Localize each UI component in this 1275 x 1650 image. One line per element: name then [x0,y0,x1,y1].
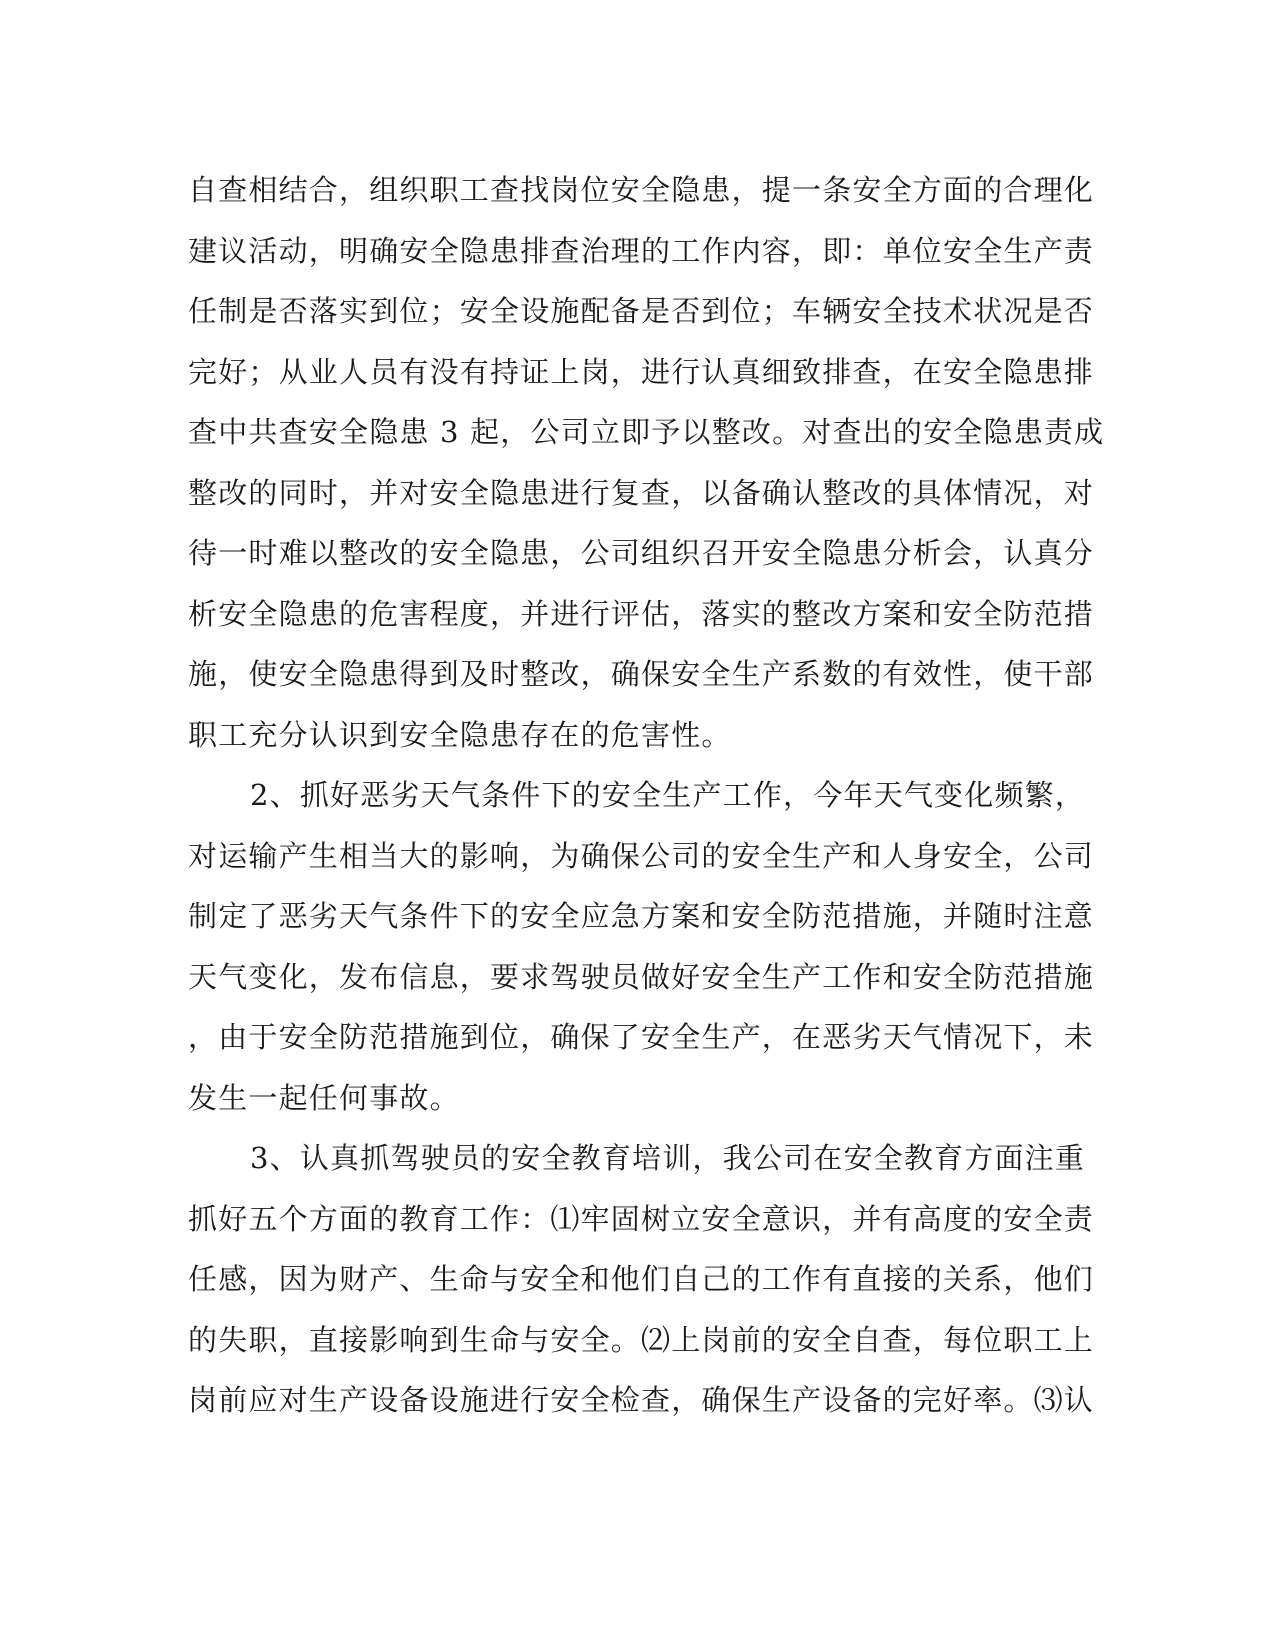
text-line: 发生一起任何事故。 [188,1080,460,1115]
text-line: 制定了恶劣天气条件下的安全应急方案和安全防范措施，并随时注意 [188,899,1095,933]
text-line: 析安全隐患的危害程度，并进行评估，落实的整改方案和安全防范措 [188,596,1095,631]
text-line: 岗前应对生产设备设施进行安全检查，确保生产设备的完好率。⑶认 [188,1383,1095,1417]
paragraph-2-first-line: 2、抓好恶劣天气条件下的安全生产工作，今年天气变化频繁， [250,778,1086,812]
text-line: 天气变化，发布信息，要求驾驶员做好安全生产工作和安全防范措施 [188,959,1095,994]
text-line: 整改的同时，并对安全隐患进行复查，以备确认整改的具体情况，对 [188,475,1095,510]
text-line: 职工充分认识到安全隐患存在的危害性。 [188,717,732,752]
text-line: 的失职，直接影响到生命与安全。⑵上岗前的安全自查，每位职工上 [188,1322,1095,1357]
text-line: 施，使安全隐患得到及时整改，确保安全生产系数的有效性，使干部 [188,657,1095,691]
text-line: 完好；从业人员有没有持证上岗，进行认真细致排查，在安全隐患排 [188,354,1095,389]
text-line: 查中共查安全隐患 3 起，公司立即予以整改。对查出的安全隐患责成 [188,415,1105,449]
text-line: 对运输产生相当大的影响，为确保公司的安全生产和人身安全，公司 [188,838,1095,873]
text-line: 任制是否落实到位；安全设施配备是否到位；车辆安全技术状况是否 [188,294,1095,328]
body-text [188,160,1105,1431]
text-line: 抓好五个方面的教育工作：⑴牢固树立安全意识，并有高度的安全责 [188,1201,1095,1236]
paragraph-3-first-line: 3、认真抓驾驶员的安全教育培训，我公司在安全教育方面注重 [250,1141,1086,1175]
text-line: 待一时难以整改的安全隐患，公司组织召开安全隐患分析会，认真分 [188,536,1095,570]
text-line: 任感，因为财产、生命与安全和他们自己的工作有直接的关系，他们 [188,1262,1095,1296]
text-line: ，由于安全防范措施到位，确保了安全生产，在恶劣天气情况下，未 [188,1020,1095,1054]
text-line: 建议活动，明确安全隐患排查治理的工作内容，即：单位安全生产责 [188,233,1095,268]
text-line: 自查相结合，组织职工查找岗位安全隐患，提一条安全方面的合理化 [188,173,1095,207]
